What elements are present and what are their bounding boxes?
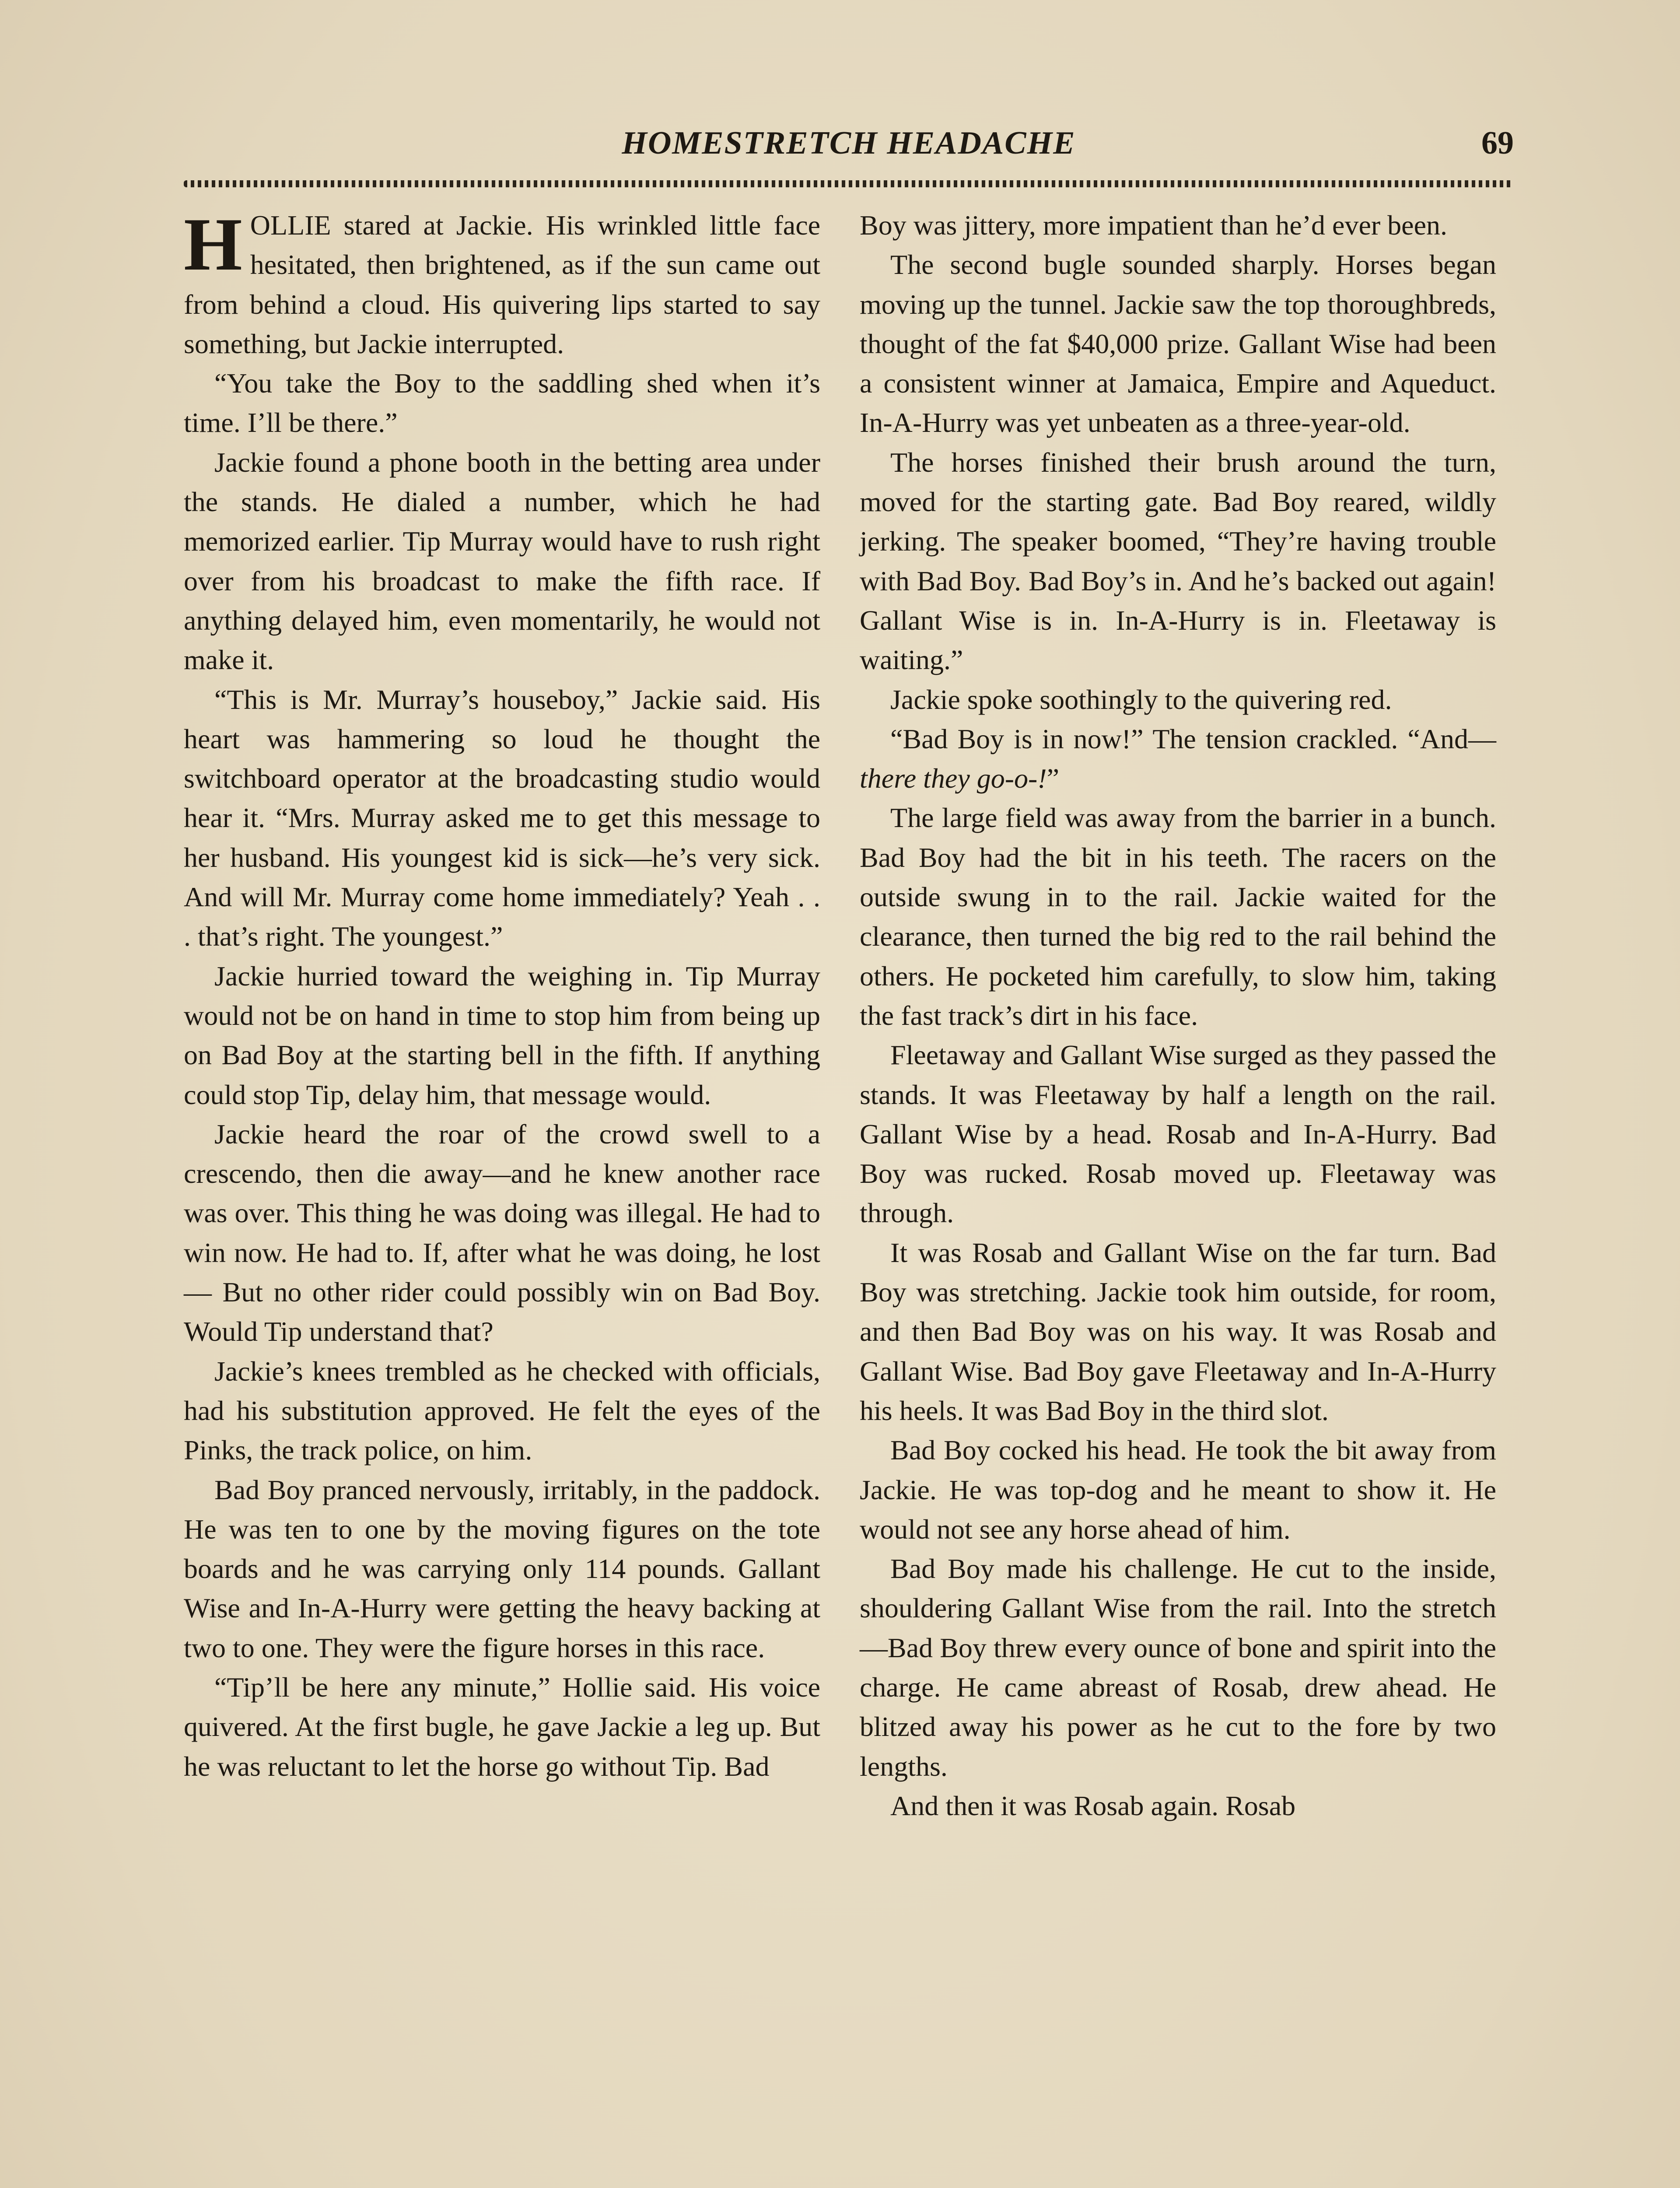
paragraph: Boy was jittery, more impatient than he’d ever been. bbox=[860, 210, 1447, 241]
paragraph: It was Rosab and Gallant Wise on the far turn. Bad Boy was stretching. Jackie took him outside, for room, and then Bad Boy was on his way. It was Rosab and Gallant Wise. Bad Boy gave Fleetaway and In-A-Hurry his heels. It was Bad Boy in the third slot. bbox=[860, 1237, 1496, 1426]
right-column bbox=[860, 206, 1496, 1826]
left-column bbox=[184, 203, 820, 1786]
paragraph: And then it was Rosab again. Rosab bbox=[890, 1790, 1296, 1821]
paragraph-text: “Bad Boy is in now!” The tension crackled. “And— bbox=[890, 723, 1496, 754]
paragraph: The second bugle sounded sharply. Horses began moving up the tunnel. Jackie saw the top thoroughbreds, thought of the fat $40,000 prize. Gallant Wise had been a consistent winner at Jamaica, Empire and Aqueduct. In-A-Hurry was yet unbeaten as a three-year-old. bbox=[860, 249, 1496, 438]
paragraph: “Tip’ll be here any minute,” Hollie said. His voice quivered. At the first bugle, he gave Jackie a leg up. But he was reluctant to let the horse go without Tip. Bad bbox=[184, 1671, 820, 1782]
paragraph: The large field was away from the barrier in a bunch. Bad Boy had the bit in his teeth. The racers on the outside swung in to the rail. Jackie waited for the clearance, then turned the big red to the rail behind the others. He pocketed him carefully, to slow him, taking the fast track’s dirt in his face. bbox=[860, 802, 1496, 1031]
paragraph: Jackie spoke soothingly to the quivering red. bbox=[890, 684, 1392, 715]
paragraph: Bad Boy cocked his head. He took the bit away from Jackie. He was top-dog and he meant to show it. He would not see any horse ahead of him. bbox=[860, 1434, 1496, 1545]
paragraph: Bad Boy pranced nervously, irritably, in the paddock. He was ten to one by the moving figures on the tote boards and he was carrying only 114 pounds. Gallant Wise and In-A-Hurry were getting the heavy backing at two to one. They were the figure horses in this race. bbox=[184, 1474, 820, 1663]
paragraph: Bad Boy made his challenge. He cut to the inside, shouldering Gallant Wise from the rail. Into the stretch—Bad Boy threw every ounce of bone and spirit into the charge. He came abreast of Rosab, drew ahead. He blitzed away his power as he cut to the fore by two lengths. bbox=[860, 1553, 1496, 1782]
paragraph-text: OLLIE stared at Jackie. His wrinkled little face hesitated, then brightened, as if the sun came out from behind a cloud. His quivering lips started to say something, but Jackie interrupted. bbox=[184, 210, 820, 359]
paragraph bbox=[184, 203, 820, 364]
running-title: HOMESTRETCH HEADACHE bbox=[622, 125, 1076, 161]
paragraph: Jackie hurried toward the weighing in. Tip Murray would not be on hand in time to stop him from being up on Bad Boy at the starting bell in the fifth. If anything could stop Tip, delay him, that message would. bbox=[184, 960, 820, 1110]
paragraph: “You take the Boy to the saddling shed when it’s time. I’ll be there.” bbox=[184, 368, 820, 438]
page-number: 69 bbox=[1481, 125, 1514, 161]
page-header bbox=[184, 125, 1514, 173]
paragraph: Jackie heard the roar of the crowd swell to a crescendo, then die away—and he knew another race was over. This thing he was doing was illegal. He had to win now. He had to. If, after what he was doing, he lost— But no other rider could possibly win on Bad Boy. Would Tip understand that? bbox=[184, 1118, 820, 1347]
italic-text: there they go-o-! bbox=[860, 763, 1047, 794]
paragraph: Fleetaway and Gallant Wise surged as they passed the stands. It was Fleetaway by half a length on the rail. Gallant Wise by a head. Rosab and In-A-Hurry. Bad Boy was rucked. Rosab moved up. Fleetaway was through. bbox=[860, 1039, 1496, 1229]
paragraph: Jackie’s knees trembled as he checked with officials, had his substitution approved. He felt the eyes of the Pinks, the track police, on him. bbox=[184, 1355, 820, 1466]
paragraph: The horses finished their brush around the turn, moved for the starting gate. Bad Boy reared, wildly jerking. The speaker boomed, “They’re having trouble with Bad Boy. Bad Boy’s in. And he’s backed out again! Gallant Wise is in. In-A-Hurry is in. Fleetaway is waiting.” bbox=[860, 446, 1496, 676]
paragraph bbox=[860, 719, 1496, 799]
paragraph-text: ” bbox=[1046, 763, 1060, 794]
header-dotted-rule bbox=[184, 180, 1514, 187]
drop-cap: H bbox=[184, 203, 242, 286]
paragraph: “This is Mr. Murray’s houseboy,” Jackie said. His heart was hammering so loud he thought the switchboard operator at the broadcasting studio would hear it. “Mrs. Murray asked me to get this message to her husband. His youngest kid is sick—he’s very sick. And will Mr. Murray come home immediately? Yeah . . . that’s right. The youngest.” bbox=[184, 684, 820, 952]
paragraph: Jackie found a phone booth in the betting area under the stands. He dialed a number, which he had memorized earlier. Tip Murray would have to rush right over from his broadcast to make the fifth race. If anything delayed him, even momentarily, he would not make it. bbox=[184, 446, 820, 676]
